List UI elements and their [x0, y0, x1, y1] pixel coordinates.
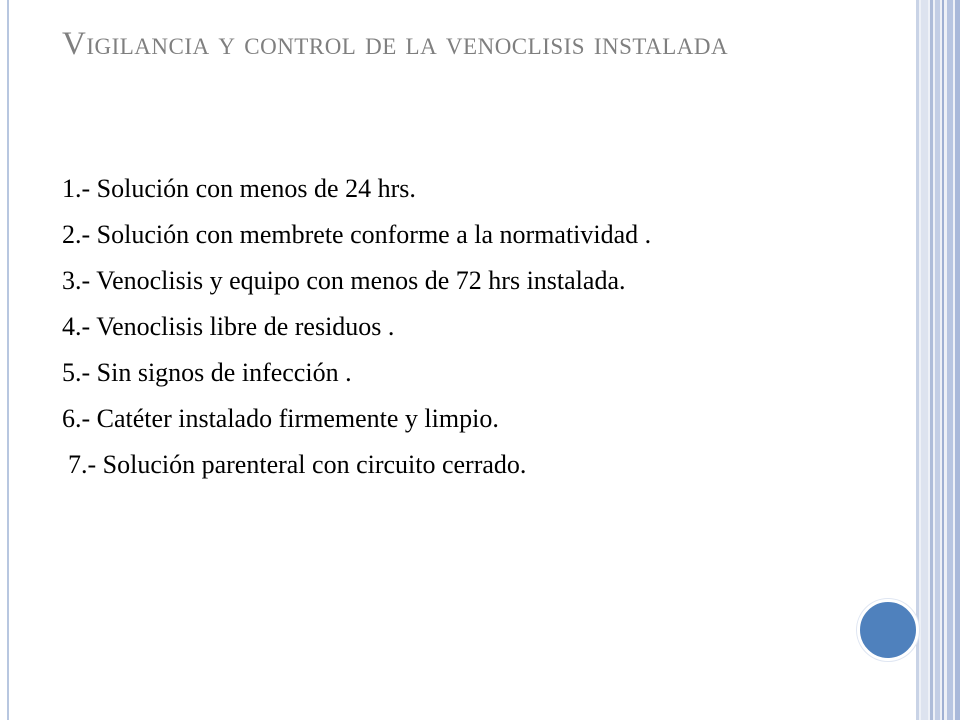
border-stripe	[955, 0, 960, 720]
border-stripe	[942, 0, 944, 720]
list-item	[62, 448, 822, 482]
border-stripe	[930, 0, 933, 720]
border-stripe	[916, 0, 919, 720]
right-decorative-border	[916, 0, 960, 720]
list-item-text: 7.- Solución parenteral con circuito cerrado.	[68, 450, 527, 479]
list-item	[62, 310, 822, 344]
accent-circle	[857, 599, 919, 661]
list-item	[62, 402, 822, 436]
list-item-text: 2.- Solución con membrete conforme a la normatividad .	[62, 220, 652, 249]
list-item-text: 3.- Venoclisis y equipo con menos de 72 hrs instalada.	[62, 266, 626, 295]
list-item	[62, 264, 822, 298]
list-item-text: 4.- Venoclisis libre de residuos .	[62, 312, 395, 341]
list-item-text: 1.- Solución con menos de 24 hrs.	[62, 174, 416, 203]
left-frame-line	[7, 0, 9, 720]
border-stripe	[921, 0, 928, 720]
border-stripe	[947, 0, 953, 720]
list-item	[62, 172, 822, 206]
list-item-text: 5.- Sin signos de infección .	[62, 358, 352, 387]
list-item-text: 6.- Catéter instalado firmemente y limpio.	[62, 404, 499, 433]
checklist	[62, 172, 822, 494]
border-stripe	[935, 0, 940, 720]
list-item	[62, 356, 822, 390]
list-item	[62, 218, 822, 252]
slide-title: Vigilancia y control de la venoclisis instalada	[62, 26, 729, 62]
